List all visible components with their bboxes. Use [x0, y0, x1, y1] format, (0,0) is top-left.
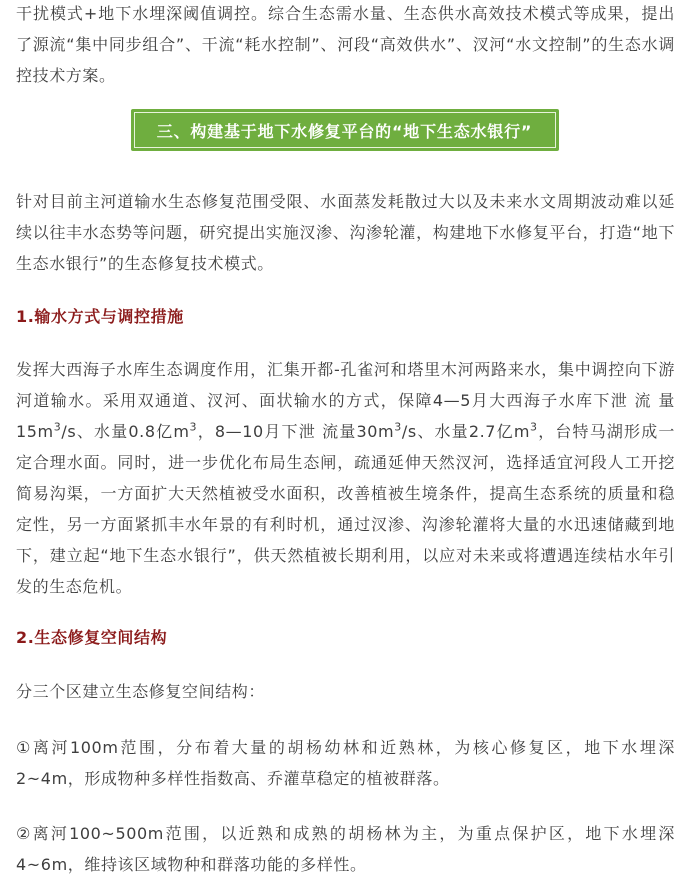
- zone-2-paragraph: ②离河100~500m范围，以近熟和成熟的胡杨林为主，为重点保护区，地下水埋深4~6m，维持该区域物种和群落功能的多样性。: [16, 824, 675, 874]
- measures-text-3: ，8—10月下泄 流量30m: [197, 422, 395, 441]
- superscript-cubic-2: 3: [189, 420, 198, 434]
- superscript-cubic-3: 3: [394, 420, 402, 434]
- subheading-spatial-structure: 2.生态修复空间结构: [16, 628, 168, 647]
- section-banner-container: [0, 109, 689, 151]
- intro-paragraph: 干扰模式+地下水埋深阈值调控。综合生态需水量、生态供水高效技术模式等成果，提出了源流“集中同步组合”、干流“耗水控制”、河段“高效供水”、汊河“水文控制”的生态水调控技术方案。: [16, 4, 675, 85]
- measures-text-5: ，台特马湖形成一定合理水面。同时，进一步优化布局生态闸，疏通延伸天然汊河，选择适宜河段人工开挖简易沟渠，一方面扩大天然植被受水面积，改善植被生境条件，提高生态系统的质量和稳定性，另一方面紧抓丰水年景的有利时机，通过汊渗、沟渗轮灌将大量的水迅速储藏到地下，建立起“地下生态水银行”，供天然植被长期利用，以应对未来或将遭遇连续枯水年引发的生态危机。: [16, 422, 675, 596]
- zone-1-paragraph: ①离河100m范围，分布着大量的胡杨幼林和近熟林，为核心修复区，地下水埋深2~4m，形成物种多样性指数高、乔灌草稳定的植被群落。: [16, 738, 675, 788]
- subheading-water-delivery: 1.输水方式与调控措施: [16, 307, 184, 326]
- measures-text-1: 发挥大西海子水库生态调度作用，汇集开都-孔雀河和塔里木河两路来水，集中调控向下游河道输水。采用双通道、汊河、面状输水的方式，保障4—5月大西海子水库下泄 流 量15m: [16, 360, 675, 441]
- superscript-cubic-4: 3: [530, 420, 538, 434]
- superscript-cubic-1: 3: [53, 420, 62, 434]
- section-banner: [131, 109, 559, 151]
- zones-intro-paragraph: 分三个区建立生态修复空间结构：: [16, 682, 266, 701]
- groundwater-bank-paragraph: 针对目前主河道输水生态修复范围受限、水面蒸发耗散过大以及未来水文周期波动难以延续以往丰水态势等问题，研究提出实施汊渗、沟渗轮灌，构建地下水修复平台，打造“地下生态水银行”的生态修复技术模式。: [16, 192, 675, 273]
- water-delivery-paragraph: [16, 354, 675, 602]
- section-banner-title: 三、构建基于地下水修复平台的“地下生态水银行”: [134, 112, 556, 148]
- measures-text-4: /s、水量2.7亿m: [401, 422, 531, 441]
- measures-text-2: /s、水量0.8亿m: [61, 422, 190, 441]
